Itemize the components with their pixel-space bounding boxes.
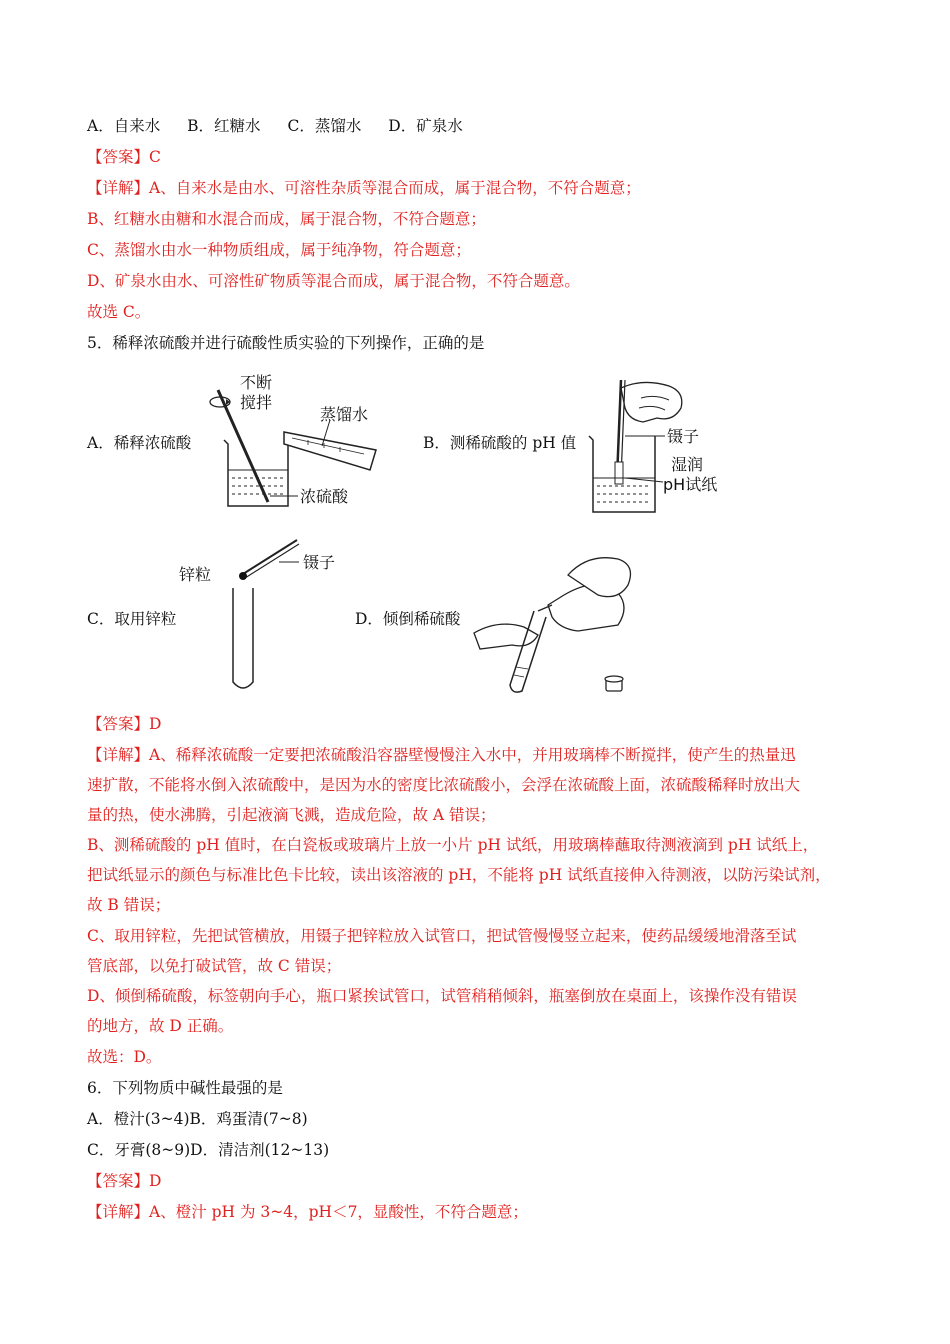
q5-option-b: B．测稀硫酸的 pH 值 xyxy=(423,434,577,452)
q4-option-b: B．红糖水 xyxy=(187,117,261,135)
q4-explain-line: B、红糖水由糖和水混合而成，属于混合物，不符合题意； xyxy=(87,210,486,228)
q5-explain-line: 管底部，以免打破试管，故 C 错误； xyxy=(87,957,342,975)
q4-option-d: D．矿泉水 xyxy=(388,117,463,135)
label-concentrated-acid: 浓硫酸 xyxy=(300,487,349,506)
figure-take-zinc xyxy=(175,532,355,697)
zinc-granule-icon xyxy=(239,572,247,580)
q5-explain-line: 速扩散，不能将水倒入浓硫酸中，是因为水的密度比浓硫酸小，会浮在浓硫酸上面，浓硫酸稀释时放出大 xyxy=(87,776,801,794)
q6-answer: 【答案】D xyxy=(87,1172,162,1190)
figure-dilute-acid xyxy=(180,372,380,512)
label-zinc: 锌粒 xyxy=(179,565,212,584)
label-ph-paper: pH试纸 xyxy=(663,475,718,494)
label-tweezers: 镊子 xyxy=(303,553,336,572)
q5-conclusion: 故选：D。 xyxy=(87,1048,162,1066)
q5-explain-line: 故 B 错误； xyxy=(87,896,171,914)
q5-explain-line: 把试纸显示的颜色与标准比色卡比较，读出该溶液的 pH，不能将 pH 试纸直接伸入待测液，以防污染试剂， xyxy=(87,866,831,884)
q5-explain-line: 量的热，使水沸腾，引起液滴飞溅，造成危险，故 A 错误； xyxy=(87,806,496,824)
q5-explain-line: 的地方，故 D 正确。 xyxy=(87,1017,234,1035)
stopper-icon xyxy=(605,676,623,691)
q5-explain-line: C、取用锌粒，先把试管横放，用镊子把锌粒放入试管口，把试管慢慢竖立起来，使药品缓缓地滑落至试 xyxy=(87,927,797,945)
q5-explain-line: B、测稀硫酸的 pH 值时，在白瓷板或玻璃片上放一小片 pH 试纸，用玻璃棒蘸取待测液滴到 pH 试纸上， xyxy=(87,836,819,854)
label-tweezers: 镊子 xyxy=(667,427,700,446)
figure-measure-ph xyxy=(585,378,735,518)
figure-pour-acid xyxy=(468,545,668,700)
q5-answer: 【答案】D xyxy=(87,715,162,733)
label-wet: 湿润 xyxy=(671,455,704,474)
q5-option-c: C．取用锌粒 xyxy=(87,610,177,628)
label-distilled-water: 蒸馏水 xyxy=(320,405,369,424)
q5-explain-line: D、倾倒稀硫酸，标签朝向手心，瓶口紧挨试管口，试管稍稍倾斜，瓶塞倒放在桌面上，该操作没有错误 xyxy=(87,987,797,1005)
test-tube-icon xyxy=(233,588,253,688)
q4-explain-line: 【详解】A、自来水是由水、可溶性杂质等混合而成，属于混合物，不符合题意； xyxy=(87,179,641,197)
q6-stem: 6．下列物质中碱性最强的是 xyxy=(87,1079,283,1097)
q4-explain-line: C、蒸馏水由水一种物质组成，属于纯净物，符合题意； xyxy=(87,241,471,259)
ph-paper-icon xyxy=(615,462,623,484)
hand-icon xyxy=(621,382,682,422)
q4-option-a: A．自来水 xyxy=(87,117,161,135)
q4-options xyxy=(87,115,877,137)
q5-option-d: D．倾倒稀硫酸 xyxy=(355,610,461,628)
test-tube-icon xyxy=(510,611,546,692)
q4-conclusion: 故选 C。 xyxy=(87,303,151,321)
q5-option-a: A．稀释浓硫酸 xyxy=(87,434,192,452)
q6-options-line: A．橙汁(3~4)B．鸡蛋清(7~8) xyxy=(87,1110,308,1128)
q5-stem: 5．稀释浓硫酸并进行硫酸性质实验的下列操作，正确的是 xyxy=(87,334,485,352)
tweezers-icon xyxy=(243,540,299,578)
label-stir-1: 不断 xyxy=(240,373,273,392)
q4-explain-line: D、矿泉水由水、可溶性矿物质等混合而成，属于混合物，不符合题意。 xyxy=(87,272,580,290)
q6-options-line: C．牙膏(8~9)D．清洁剂(12~13) xyxy=(87,1141,330,1159)
q5-explain-line: 【详解】A、稀释浓硫酸一定要把浓硫酸沿容器壁慢慢注入水中，并用玻璃棒不断搅拌，使产生的热量迅 xyxy=(87,746,796,764)
q4-option-c: C．蒸馏水 xyxy=(287,117,362,135)
q6-explain-line: 【详解】A、橙汁 pH 为 3~4，pH＜7，显酸性，不符合题意； xyxy=(87,1203,528,1221)
q4-answer: 【答案】C xyxy=(87,148,161,166)
graduated-cylinder-icon xyxy=(284,420,376,470)
label-stir-2: 搅拌 xyxy=(240,393,273,412)
